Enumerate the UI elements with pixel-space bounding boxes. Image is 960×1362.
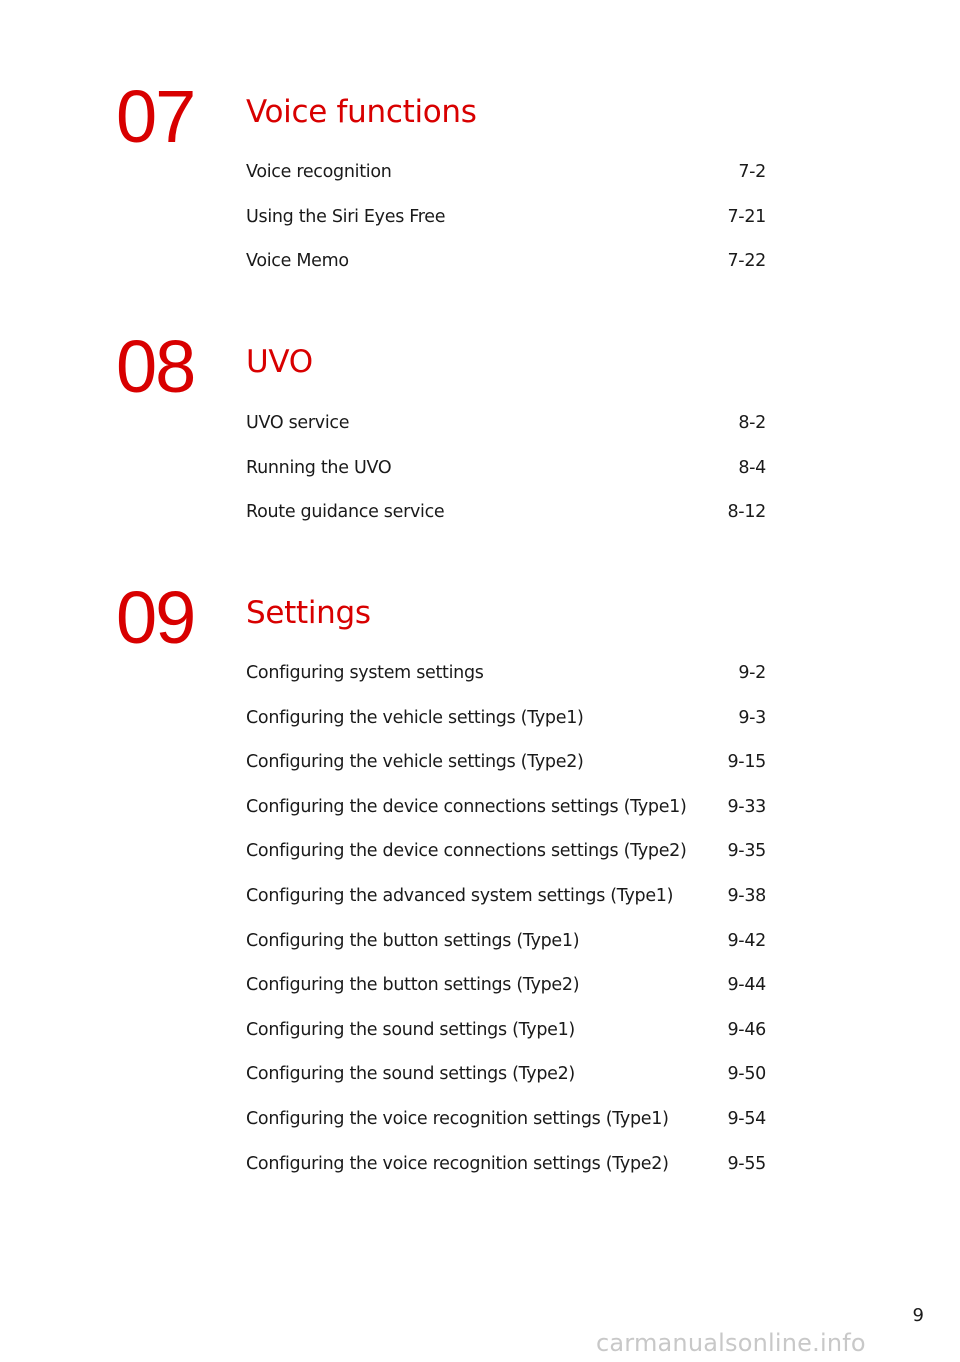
toc-entry-title: Configuring the button settings (Type1) <box>246 931 580 951</box>
watermark: carmanualsonline.info <box>596 1329 866 1357</box>
toc-entry[interactable] <box>246 1151 766 1177</box>
chapter-title: Settings <box>246 595 371 631</box>
toc-entry[interactable] <box>246 705 766 731</box>
toc-entry-title: Configuring the device connections settings (Type1) <box>246 797 687 817</box>
toc-entry[interactable] <box>246 972 766 998</box>
toc-entry-page: 8-4 <box>738 458 766 478</box>
toc-entry-title: Configuring the voice recognition settings (Type2) <box>246 1154 669 1174</box>
chapter-number: 09 <box>116 576 195 659</box>
chapter-number: 07 <box>116 75 195 158</box>
toc-entry-title: Configuring the device connections settings (Type2) <box>246 841 687 861</box>
toc-entry[interactable] <box>246 883 766 909</box>
toc-entry-title: Configuring the sound settings (Type1) <box>246 1020 575 1040</box>
toc-entry-page: 9-42 <box>727 931 766 951</box>
toc-entry-title: Configuring the sound settings (Type2) <box>246 1064 575 1084</box>
toc-entry-title: Using the Siri Eyes Free <box>246 207 446 227</box>
chapter-title: UVO <box>246 344 313 380</box>
toc-entry-title: Configuring the vehicle settings (Type2) <box>246 752 584 772</box>
toc-entry-page: 8-12 <box>727 502 766 522</box>
toc-entry-title: Configuring the vehicle settings (Type1) <box>246 708 584 728</box>
chapter-number: 08 <box>116 325 195 408</box>
toc-entry-title: UVO service <box>246 413 350 433</box>
toc-entry[interactable] <box>246 838 766 864</box>
toc-entry[interactable] <box>246 499 766 525</box>
toc-entry-page: 9-46 <box>727 1020 766 1040</box>
toc-entry-page: 9-2 <box>738 663 766 683</box>
toc-entry[interactable] <box>246 794 766 820</box>
toc-entry-title: Route guidance service <box>246 502 445 522</box>
page-number: 9 <box>912 1305 924 1326</box>
toc-entry-page: 9-3 <box>738 708 766 728</box>
toc-entry-page: 9-33 <box>727 797 766 817</box>
toc-entry-page: 7-21 <box>727 207 766 227</box>
toc-entry-page: 9-38 <box>727 886 766 906</box>
toc-entry-page: 9-44 <box>727 975 766 995</box>
toc-entry-page: 9-35 <box>727 841 766 861</box>
toc-entry[interactable] <box>246 1061 766 1087</box>
toc-entry-title: Configuring the button settings (Type2) <box>246 975 580 995</box>
toc-entry[interactable] <box>246 455 766 481</box>
toc-entry[interactable] <box>246 204 766 230</box>
toc-entry[interactable] <box>246 1017 766 1043</box>
toc-entry[interactable] <box>246 410 766 436</box>
toc-entry-title: Voice recognition <box>246 162 392 182</box>
toc-entry-title: Configuring the voice recognition settings (Type1) <box>246 1109 669 1129</box>
toc-entry-page: 7-2 <box>738 162 766 182</box>
toc-entry-page: 9-54 <box>727 1109 766 1129</box>
toc-entry[interactable] <box>246 749 766 775</box>
toc-entry-page: 8-2 <box>738 413 766 433</box>
chapter-title: Voice functions <box>246 94 477 130</box>
toc-entry-title: Configuring the advanced system settings (Type1) <box>246 886 674 906</box>
toc-entry-title: Voice Memo <box>246 251 349 271</box>
toc-entry[interactable] <box>246 660 766 686</box>
toc-entry[interactable] <box>246 248 766 274</box>
toc-entry-title: Configuring system settings <box>246 663 484 683</box>
toc-entry-page: 9-50 <box>727 1064 766 1084</box>
toc-entry[interactable] <box>246 928 766 954</box>
toc-entry-page: 9-15 <box>727 752 766 772</box>
toc-entry-page: 9-55 <box>727 1154 766 1174</box>
toc-entry-title: Running the UVO <box>246 458 392 478</box>
toc-entry-page: 7-22 <box>727 251 766 271</box>
toc-entry[interactable] <box>246 159 766 185</box>
toc-entry[interactable] <box>246 1106 766 1132</box>
